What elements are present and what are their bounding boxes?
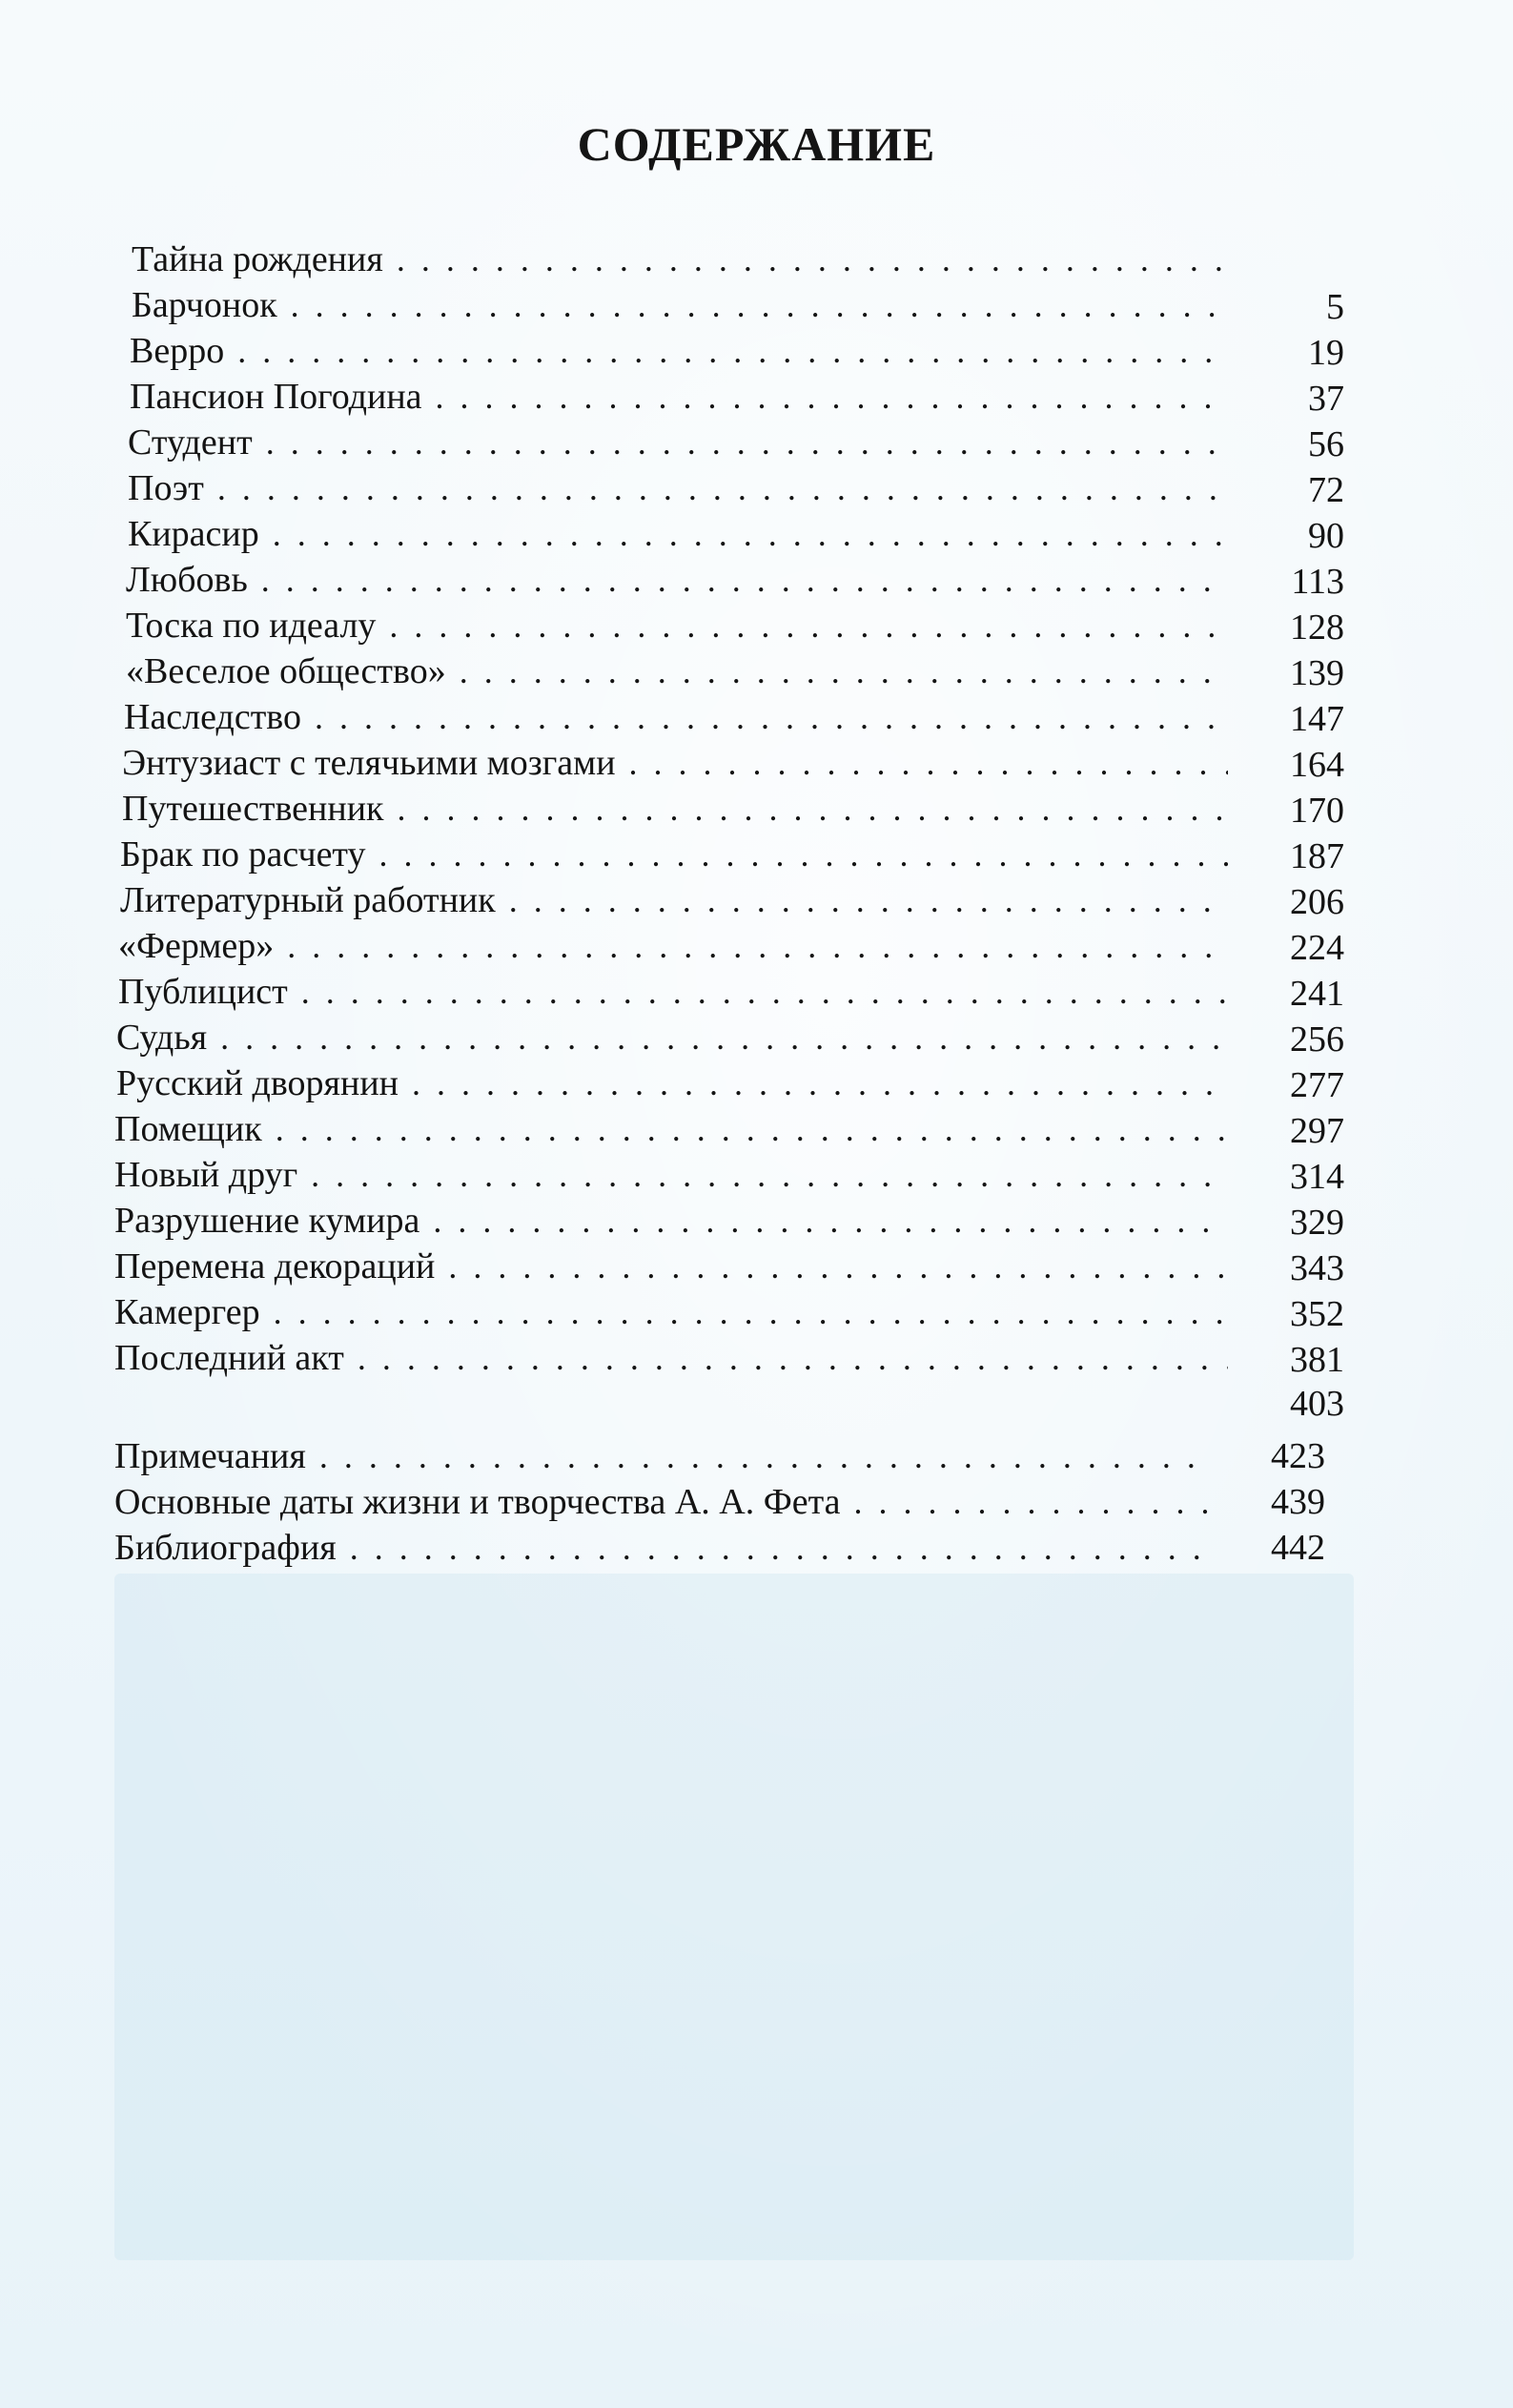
show-through-text-area [114,1574,1354,2260]
dot-leader [237,331,1228,371]
toc-entry-title: «Веселое общество» [126,651,446,691]
dot-leader [273,514,1228,554]
toc-page-number: 277 [1290,1065,1344,1105]
dot-leader [433,1201,1228,1241]
dot-leader [389,606,1228,646]
toc-entry-title: Барчонок [132,285,277,325]
toc-page-number: 19 [1308,333,1344,373]
toc-page-number: 5 [1326,287,1344,327]
toc-page-number: 329 [1290,1203,1344,1243]
toc-entry-title: Новый друг [114,1155,298,1195]
toc-entry [114,1200,1228,1245]
toc-entry-title: Судья [116,1018,208,1058]
toc-page-number: 442 [1271,1528,1325,1568]
toc-page-number: 297 [1290,1111,1344,1151]
toc-page-number: 241 [1290,974,1344,1014]
toc-entry-title: Пансион Погодина [130,377,422,417]
toc-appendix-entry [114,1527,1209,1573]
toc-entry [132,238,1228,284]
toc-entry-title: Верро [130,331,225,371]
dot-leader [266,422,1228,463]
toc-entry-title: Брак по расчету [120,834,366,875]
dot-leader [276,1109,1228,1149]
toc-page-number: 352 [1290,1294,1344,1334]
toc-entry [130,376,1228,422]
toc-entry-title: Публицист [118,972,288,1012]
toc-entry-title: Тайна рождения [132,239,383,279]
toc-entry-title: Библиография [114,1528,337,1568]
toc-entry [128,513,1228,559]
toc-page-number: 403 [1290,1384,1344,1424]
toc-entry [120,834,1228,879]
toc-page-number: 164 [1290,745,1344,785]
toc-page-number: 113 [1291,562,1344,602]
toc-entry [120,879,1228,925]
dot-leader [315,697,1228,737]
toc-entry [114,1245,1228,1291]
dot-leader [509,880,1228,920]
dot-leader [261,560,1228,600]
toc-appendix-entry [114,1435,1209,1481]
toc-page-number: 256 [1290,1019,1344,1060]
toc-entry-title: Примечания [114,1436,306,1476]
toc-entry-title: Энтузиаст с телячьими мозгами [122,743,616,783]
toc-entry [132,284,1228,330]
toc-entry-title: Поэт [128,468,204,508]
dot-leader [358,1338,1228,1378]
toc-entry-title: Разрушение кумира [114,1201,420,1241]
toc-entry-title: Перемена декораций [114,1246,436,1286]
toc-entry-title: Наследство [124,697,301,737]
toc-entry [118,971,1228,1017]
toc-entry [126,605,1228,650]
toc-entry [128,422,1228,467]
toc-entry-title: Литературный работник [120,880,496,920]
toc-entry [122,788,1228,834]
toc-entry-title: Основные даты жизни и творчества А. А. Фета [114,1482,841,1522]
toc-entry [118,925,1228,971]
toc-entry-title: Студент [128,422,253,463]
toc-page-number: 423 [1271,1436,1325,1476]
toc-entry [114,1291,1228,1337]
toc-page-number: 439 [1271,1482,1325,1522]
toc-entry-title: Помещик [114,1109,262,1149]
dot-leader [854,1482,1209,1522]
toc-entry [114,1154,1228,1200]
dot-leader [301,972,1228,1012]
dot-leader [319,1436,1209,1476]
dot-leader [291,285,1228,325]
toc-entry [130,330,1228,376]
toc-entry [122,742,1228,788]
toc-entry [116,1017,1228,1062]
toc-appendix-entry [114,1481,1209,1527]
toc-entry-title: Любовь [126,560,248,600]
toc-entry-title: Путешественник [122,789,384,829]
toc-entry [114,1108,1228,1154]
toc-page-number: 139 [1290,653,1344,693]
toc-page-number: 147 [1290,699,1344,739]
toc-page-number: 170 [1290,791,1344,831]
toc-page-number: 56 [1308,424,1344,464]
dot-leader [220,1018,1228,1058]
dot-leader [217,468,1228,508]
toc-entry [126,650,1228,696]
toc-page-number: 206 [1290,882,1344,922]
toc-entry-title: Русский дворянин [116,1063,399,1103]
dot-leader [398,789,1228,829]
dot-leader [397,239,1228,279]
dot-leader [350,1528,1209,1568]
toc-page-number: 72 [1308,470,1344,510]
toc-page-number: 187 [1290,836,1344,876]
dot-leader [629,743,1228,783]
toc-entry-title: Камергер [114,1292,260,1332]
dot-leader [274,1292,1228,1332]
dot-leader [379,834,1228,875]
toc-page-number: 128 [1290,607,1344,648]
toc-page-number: 314 [1290,1157,1344,1197]
dot-leader [460,651,1228,691]
page-title: СОДЕРЖАНИЕ [577,117,936,171]
dot-leader [436,377,1228,417]
toc-entry-title: Кирасир [128,514,259,554]
toc-page-number: 381 [1290,1340,1344,1380]
toc-entry-title: Тоска по идеалу [126,606,377,646]
toc-entry-title: «Фермер» [118,926,275,966]
dot-leader [448,1246,1228,1286]
dot-leader [287,926,1228,966]
toc-entry [124,696,1228,742]
dot-leader [412,1063,1228,1103]
toc-entry [128,467,1228,513]
toc-page-number: 343 [1290,1248,1344,1288]
toc-entry [126,559,1228,605]
toc-page-number: 224 [1290,928,1344,968]
toc-entry-title: Последний акт [114,1338,344,1378]
toc-page-number: 37 [1308,379,1344,419]
dot-leader [311,1155,1228,1195]
toc-entry [114,1337,1228,1383]
toc-page-number: 90 [1308,516,1344,556]
toc-entry [116,1062,1228,1108]
